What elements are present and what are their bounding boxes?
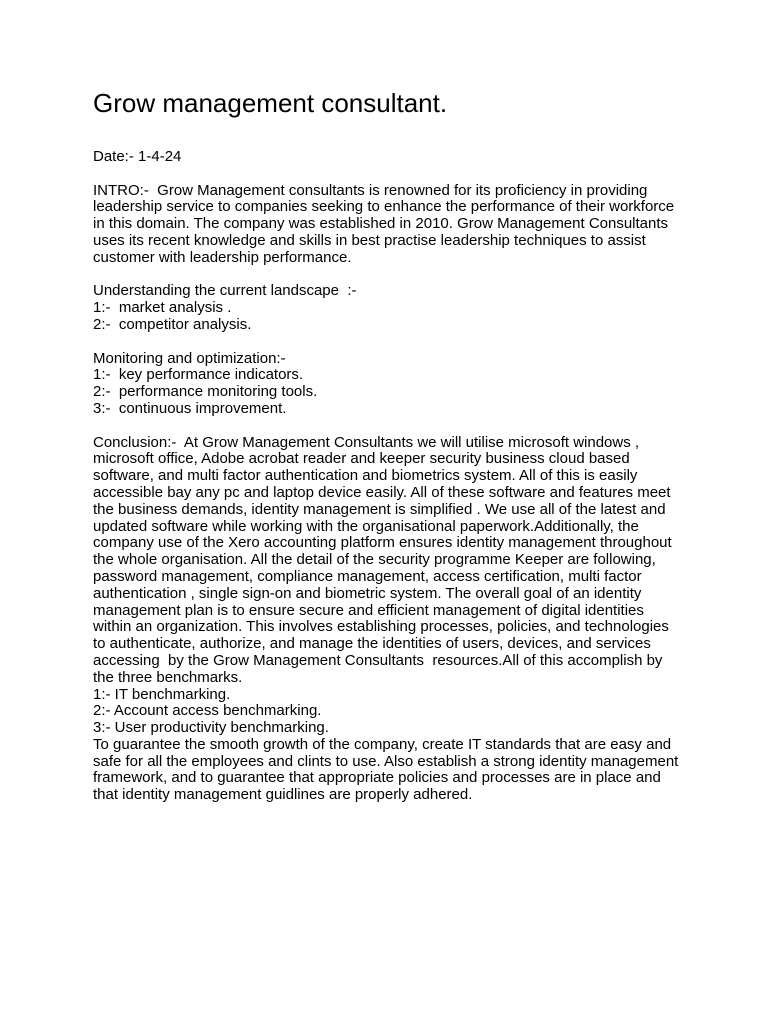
document-date: Date:- 1-4-24 [93, 148, 182, 165]
document-page [93, 86, 683, 804]
monitoring-item: 2:- performance monitoring tools. [93, 383, 318, 401]
benchmark-item: 2:- Account access benchmarking. [93, 702, 322, 720]
conclusion-section [93, 435, 683, 805]
monitoring-section [93, 351, 683, 418]
benchmark-item: 3:- User productivity benchmarking. [93, 719, 329, 737]
benchmark-item: 1:- IT benchmarking. [93, 685, 231, 703]
monitoring-heading: Monitoring and optimization:- [93, 349, 286, 367]
document-title: Grow management consultant. [93, 88, 448, 118]
landscape-heading: Understanding the current landscape :- [93, 282, 357, 300]
intro-paragraph: INTRO:- Grow Management consultants is renowned for its proficiency in providing leadership service to companies seeking to enhance the performance of their workforce in this domain. The company was established in 2010. Grow Management Consultants uses its recent knowledge and skills in best practise leadership techniques to assist customer with leadership performance. [93, 181, 679, 266]
landscape-item: 2:- competitor analysis. [93, 315, 252, 333]
landscape-section [93, 283, 683, 333]
monitoring-item: 3:- continuous improvement. [93, 399, 287, 417]
conclusion-paragraph: Conclusion:- At Grow Management Consultants we will utilise microsoft windows , microsoft office, Adobe acrobat reader and keeper security business cloud based software, and multi factor authentication and biometrics system. All of this is easily accessible bay any pc and laptop device easily. All of these software and features meet the business demands, identity management is simplified . We use all of the latest and updated software while working with the organisational paperwork.Additionally, the company use of the Xero accounting platform ensures identity management throughout the whole organisation. All the detail of the security programme Keeper are following, password management, compliance management, access certification, multi factor authentication , single sign-on and biometric system. The overall goal of an identity management plan is to ensure secure and efficient management of digital identities within an organization. This involves establishing processes, policies, and technologies to authenticate, authorize, and manage the identities of users, devices, and services accessing by the Grow Management Consultants resources.All of this accomplish by the three benchmarks. [93, 433, 676, 686]
landscape-item: 1:- market analysis . [93, 299, 232, 317]
monitoring-item: 1:- key performance indicators. [93, 366, 304, 384]
closing-paragraph: To guarantee the smooth growth of the company, create IT standards that are easy and safe for all the employees and clints to use. Also establish a strong identity management framework, and to guarantee that appropriate policies and processes are in place and that identity management guidlines are properly adhered. [93, 735, 683, 804]
